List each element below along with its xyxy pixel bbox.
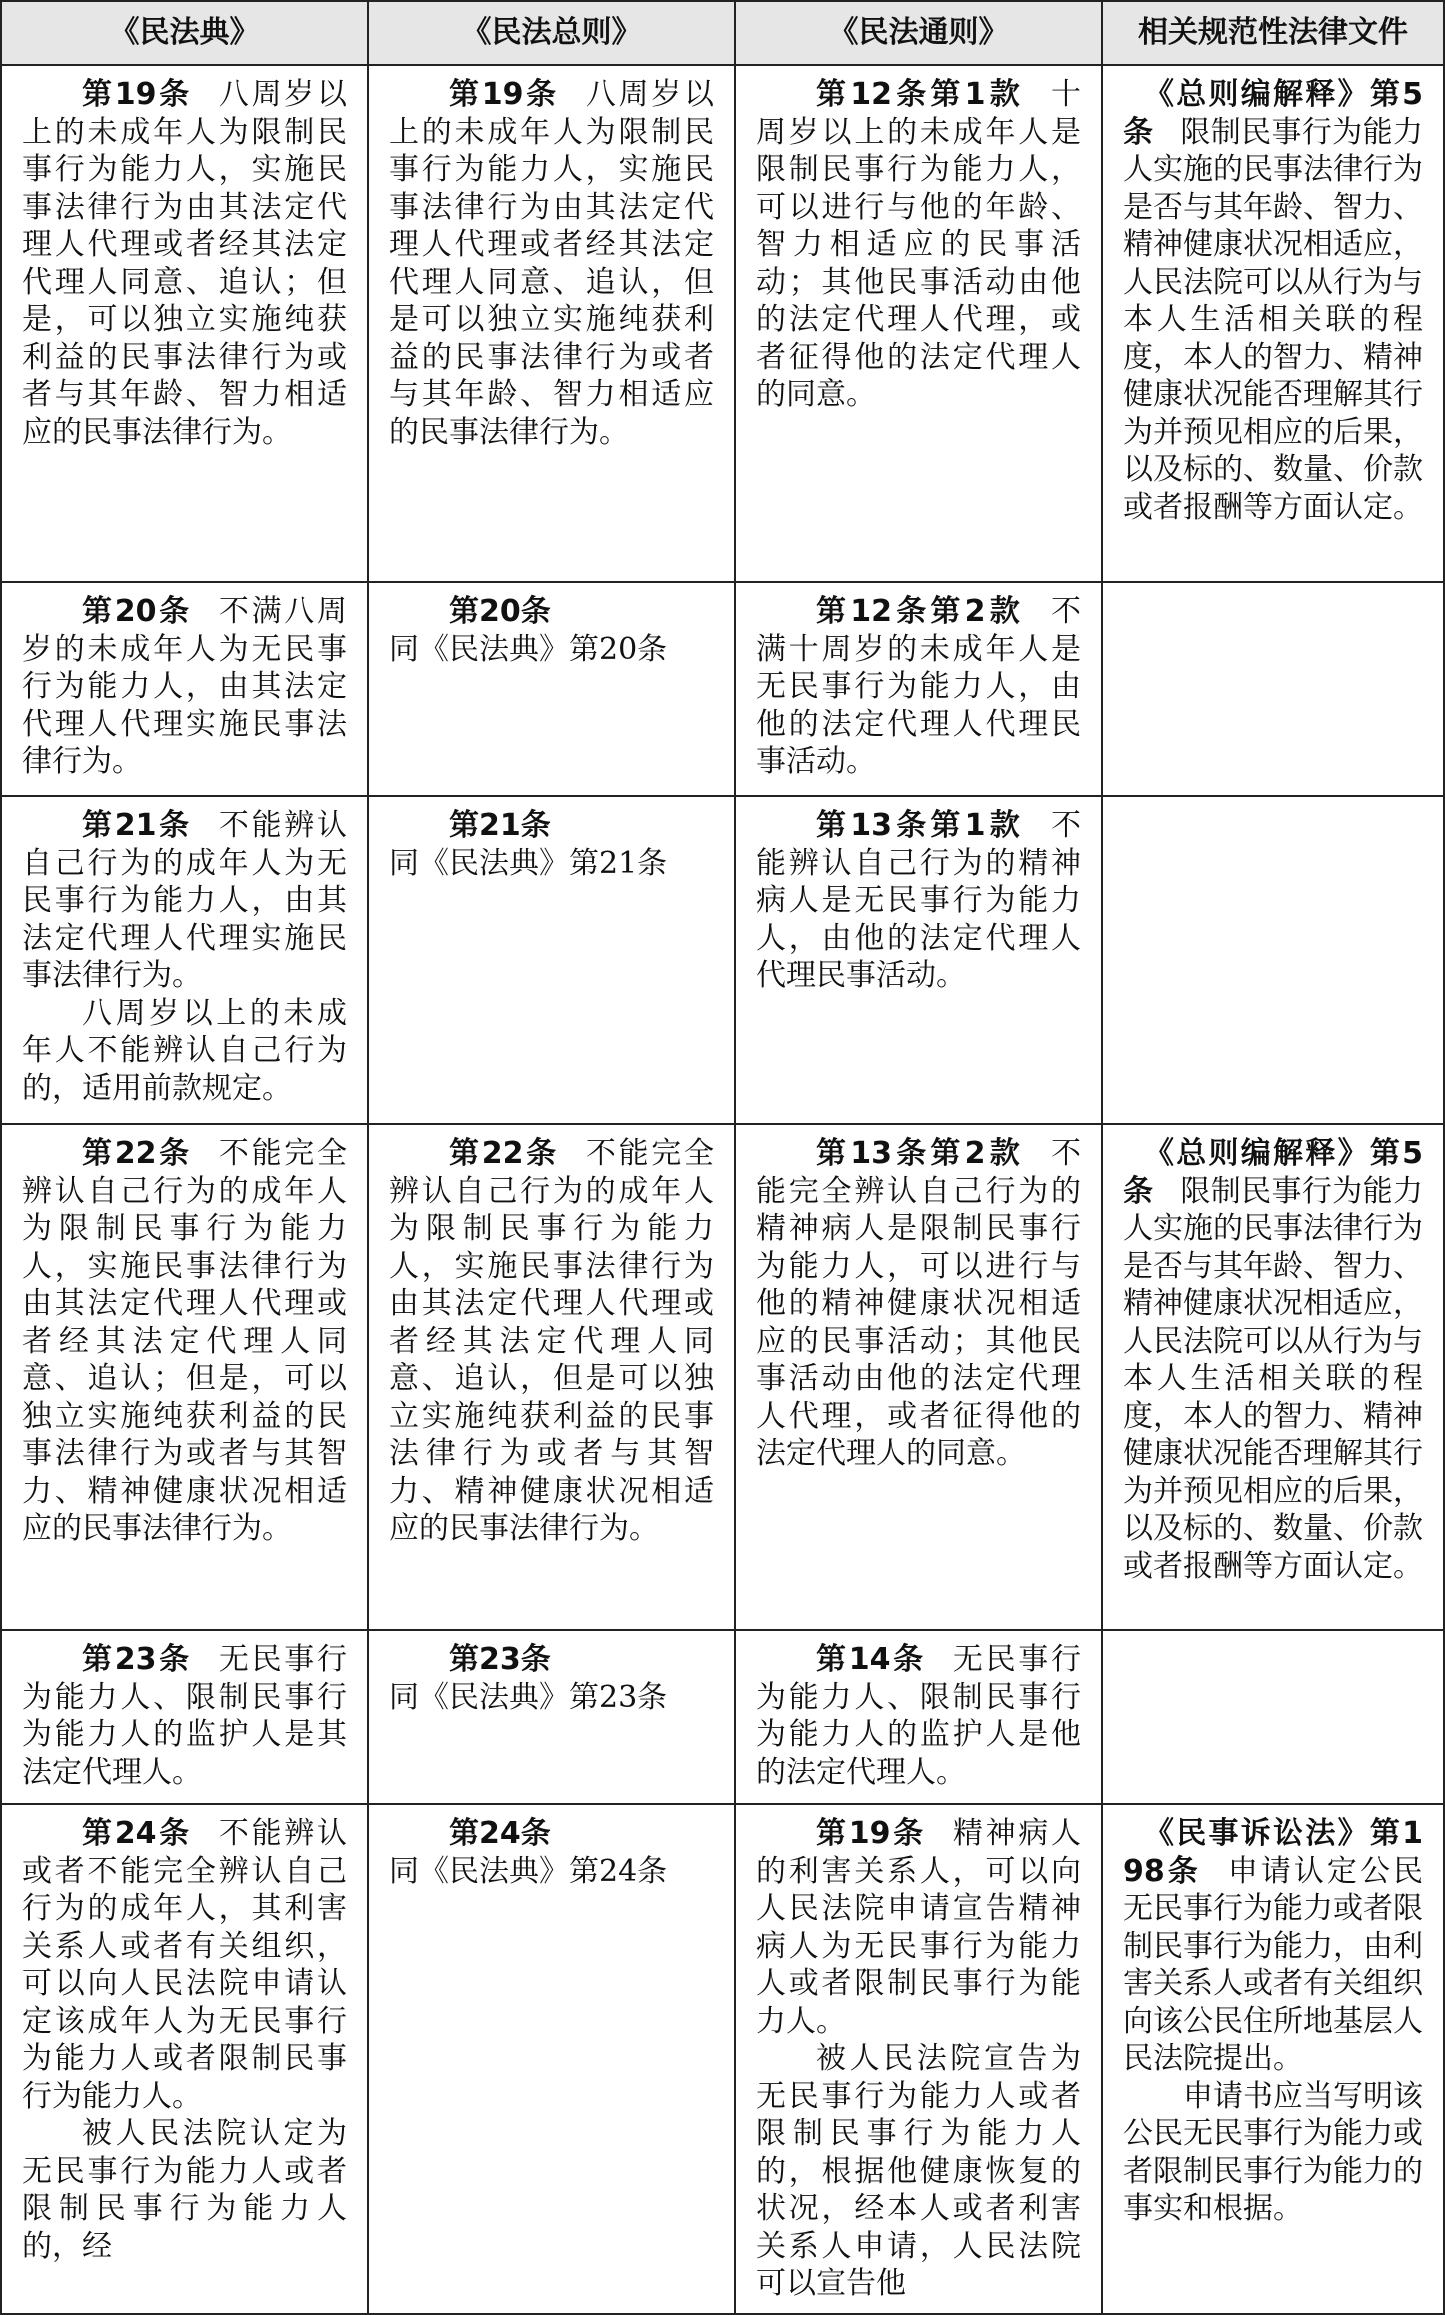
table-row — [1, 1124, 1444, 1630]
table-cell-col2 — [368, 582, 735, 796]
article-paragraph — [756, 1641, 1081, 1791]
table-cell-col1 — [1, 1124, 368, 1630]
reference-citation: 《民事诉讼法》第198条 — [1123, 1816, 1423, 1889]
paragraph-text: 不满八周岁的未成年人为无民事行为能力人，由其法定代理人代理实施民事法律行为。 — [22, 594, 347, 779]
article-number: 第19条 — [82, 77, 192, 112]
cell-content — [756, 1815, 1081, 2303]
paragraph-text: 不能辨认自己行为的成年人为无民事行为能力人，由其法定代理人代理实施民事法律行为。 — [22, 808, 347, 993]
article-number: 第21条 — [449, 808, 551, 843]
table-row — [1, 582, 1444, 796]
article-paragraph — [22, 76, 347, 451]
article-paragraph — [389, 76, 714, 451]
article-number: 第19条 — [816, 1816, 926, 1851]
paragraph-text: 八周岁以上的未成年人不能辨认自己行为的，适用前款规定。 — [22, 995, 347, 1106]
cell-content — [22, 807, 347, 1107]
table-row — [1, 1630, 1444, 1804]
paragraph-text: 不能辨认自己行为的精神病人是无民事行为能力人，由他的法定代理人代理民事活动。 — [756, 808, 1081, 993]
article-paragraph — [1123, 2078, 1423, 2228]
header-general-provisions: 《民法总则》 — [368, 1, 735, 65]
article-paragraph — [1123, 1135, 1423, 1585]
cell-content — [389, 1815, 714, 1890]
article-paragraph — [22, 593, 347, 781]
paragraph-text: 被人民法院认定为无民事行为能力人或者限制民事行为能力人的，经 — [22, 2116, 347, 2264]
article-number: 第13条第1款 — [816, 808, 1024, 843]
same-as-reference: 同《民法典》第20条 — [389, 631, 668, 667]
table-cell-col4 — [1102, 1804, 1444, 2314]
table-cell-col3 — [735, 1124, 1102, 1630]
table-cell-col2 — [368, 1804, 735, 2314]
table-cell-col3 — [735, 582, 1102, 796]
article-paragraph — [22, 995, 347, 1108]
table-row — [1, 1804, 1444, 2314]
paragraph-text: 十周岁以上的未成年人是限制民事行为能力人，可以进行与他的年龄、智力相适应的民事活动；其他民事活动由他的法定代理人代理，或者征得他的法定代理人的同意。 — [756, 77, 1081, 412]
same-as-reference: 同《民法典》第21条 — [389, 845, 668, 881]
cell-content — [756, 593, 1081, 781]
paragraph-text: 无民事行为能力人、限制民事行为能力人的监护人是他的法定代理人。 — [756, 1642, 1081, 1790]
article-paragraph — [1123, 1815, 1423, 2078]
article-paragraph — [756, 1815, 1081, 2040]
article-paragraph — [22, 807, 347, 995]
article-paragraph — [756, 593, 1081, 781]
cell-content — [1123, 1815, 1423, 2228]
article-number: 第13条第2款 — [816, 1136, 1024, 1171]
table-cell-col2 — [368, 1630, 735, 1804]
same-as-reference: 同《民法典》第24条 — [389, 1853, 668, 1889]
table-cell-col4 — [1102, 796, 1444, 1124]
cell-content — [389, 76, 714, 451]
table-row — [1, 65, 1444, 582]
paragraph-text: 被人民法院宣告为无民事行为能力人或者限制民事行为能力人的，根据他健康恢复的状况，经本人或者利害关系人申请，人民法院可以宣告他 — [756, 2041, 1081, 2301]
paragraph-text: 限制民事行为能力人实施的民事法律行为是否与其年龄、智力、精神健康状况相适应，人民法院可以从行为与本人生活相关联的程度，本人的智力、精神健康状况能否理解其行为并预见相应的后果，以及标的、数量、价款或者报酬等方面认定。 — [1123, 114, 1423, 525]
table-cell-col1 — [1, 582, 368, 796]
article-number: 第24条 — [449, 1816, 551, 1851]
table-row — [1, 796, 1444, 1124]
table-cell-col1 — [1, 796, 368, 1124]
article-paragraph — [22, 2115, 347, 2265]
cell-content — [389, 593, 714, 668]
paragraph-text: 不能辨认或者不能完全辨认自己行为的成年人，其利害关系人或者有关组织，可以向人民法院申请认定该成年人为无民事行为能力人或者限制民事行为能力人。 — [22, 1816, 347, 2114]
table-cell-col2 — [368, 1124, 735, 1630]
table-cell-col2 — [368, 65, 735, 582]
article-paragraph — [756, 807, 1081, 995]
paragraph-text: 八周岁以上的未成年人为限制民事行为能力人，实施民事法律行为由其法定代理人代理或者经其法定代理人同意、追认；但是，可以独立实施纯获利益的民事法律行为或者与其年龄、智力相适应的民事法律行为。 — [22, 77, 347, 450]
article-number: 第22条 — [449, 1136, 559, 1171]
cell-content — [22, 1135, 347, 1548]
cell-content — [756, 807, 1081, 995]
article-paragraph — [1123, 76, 1423, 526]
article-paragraph — [756, 76, 1081, 414]
cell-content — [389, 807, 714, 882]
paragraph-text: 不能完全辨认自己行为的成年人为限制民事行为能力人，实施民事法律行为由其法定代理人代理或者经其法定代理人同意、追认，但是可以独立实施纯获利益的民事法律行为或者与其智力、精神健康状况相适应的民事法律行为。 — [389, 1136, 714, 1546]
cell-content — [756, 76, 1081, 414]
cell-content — [389, 1135, 714, 1548]
paragraph-text: 申请认定公民无民事行为能力或者限制民事行为能力，由利害关系人或者有关组织向该公民住所地基层人民法院提出。 — [1123, 1853, 1424, 2076]
paragraph-text: 不能完全辨认自己行为的精神病人是限制民事行为能力人，可以进行与他的精神健康状况相适应的民事活动；其他民事活动由他的法定代理人代理，或者征得他的法定代理人的同意。 — [756, 1136, 1081, 1471]
paragraph-text: 精神病人的利害关系人，可以向人民法院申请宣告精神病人为无民事行为能力人或者限制民事行为能力人。 — [756, 1816, 1081, 2039]
article-paragraph — [756, 1135, 1081, 1473]
article-paragraph — [22, 1641, 347, 1791]
paragraph-text: 不能完全辨认自己行为的成年人为限制民事行为能力人，实施民事法律行为由其法定代理人代理或者经其法定代理人同意、追认；但是，可以独立实施纯获利益的民事法律行为或者与其智力、精神健康状况相适应的民事法律行为。 — [22, 1136, 347, 1546]
cell-content — [22, 593, 347, 781]
cell-content — [756, 1135, 1081, 1473]
table-header-row — [1, 1, 1444, 65]
article-number: 第12条第1款 — [816, 77, 1024, 112]
cell-content — [1123, 1135, 1423, 1585]
header-related-documents: 相关规范性法律文件 — [1102, 1, 1444, 65]
article-number: 第19条 — [449, 77, 559, 112]
header-civil-code: 《民法典》 — [1, 1, 368, 65]
article-paragraph — [756, 2040, 1081, 2303]
cell-content — [22, 1641, 347, 1791]
reference-citation: 《总则编解释》第5条 — [1123, 1136, 1423, 1209]
reference-citation: 《总则编解释》第5条 — [1123, 77, 1423, 150]
paragraph-text: 限制民事行为能力人实施的民事法律行为是否与其年龄、智力、精神健康状况相适应，人民法院可以从行为与本人生活相关联的程度，本人的智力、精神健康状况能否理解其行为并预见相应的后果，以及标的、数量、价款或者报酬等方面认定。 — [1123, 1173, 1423, 1584]
header-general-principles: 《民法通则》 — [735, 1, 1102, 65]
table-cell-col1 — [1, 1630, 368, 1804]
cell-content — [389, 1641, 714, 1716]
article-number: 第23条 — [449, 1642, 551, 1677]
paragraph-text: 申请书应当写明该公民无民事行为能力或者限制民事行为能力的事实和根据。 — [1123, 2078, 1423, 2226]
article-paragraph — [22, 1135, 347, 1548]
article-number: 第21条 — [82, 808, 192, 843]
table-body — [1, 65, 1444, 2314]
same-as-reference: 同《民法典》第23条 — [389, 1679, 668, 1715]
cell-content — [22, 1815, 347, 2265]
table-cell-col3 — [735, 1630, 1102, 1804]
paragraph-text: 不满十周岁的未成年人是无民事行为能力人，由他的法定代理人代理民事活动。 — [756, 594, 1081, 779]
table-cell-col3 — [735, 1804, 1102, 2314]
cell-content — [22, 76, 347, 451]
table-cell-col2 — [368, 796, 735, 1124]
table-cell-col4 — [1102, 65, 1444, 582]
table-cell-col4 — [1102, 582, 1444, 796]
article-number: 第20条 — [449, 594, 551, 629]
cell-content — [756, 1641, 1081, 1791]
table-cell-col3 — [735, 65, 1102, 582]
article-paragraph — [389, 1135, 714, 1548]
table-cell-col4 — [1102, 1630, 1444, 1804]
article-number: 第12条第2款 — [816, 594, 1024, 629]
table-cell-col4 — [1102, 1124, 1444, 1630]
paragraph-text: 无民事行为能力人、限制民事行为能力人的监护人是其法定代理人。 — [22, 1642, 347, 1790]
article-paragraph — [22, 1815, 347, 2115]
cell-content — [1123, 76, 1423, 526]
article-number: 第22条 — [82, 1136, 192, 1171]
table-cell-col3 — [735, 796, 1102, 1124]
paragraph-text: 八周岁以上的未成年人为限制民事行为能力人，实施民事法律行为由其法定代理人代理或者经其法定代理人同意、追认，但是可以独立实施纯获利益的民事法律行为或者与其年龄、智力相适应的民事法律行为。 — [389, 77, 714, 450]
article-number: 第23条 — [82, 1642, 192, 1677]
article-number: 第14条 — [816, 1642, 926, 1677]
table-cell-col1 — [1, 1804, 368, 2314]
article-number: 第24条 — [82, 1816, 192, 1851]
article-number: 第20条 — [82, 594, 192, 629]
table-cell-col1 — [1, 65, 368, 582]
